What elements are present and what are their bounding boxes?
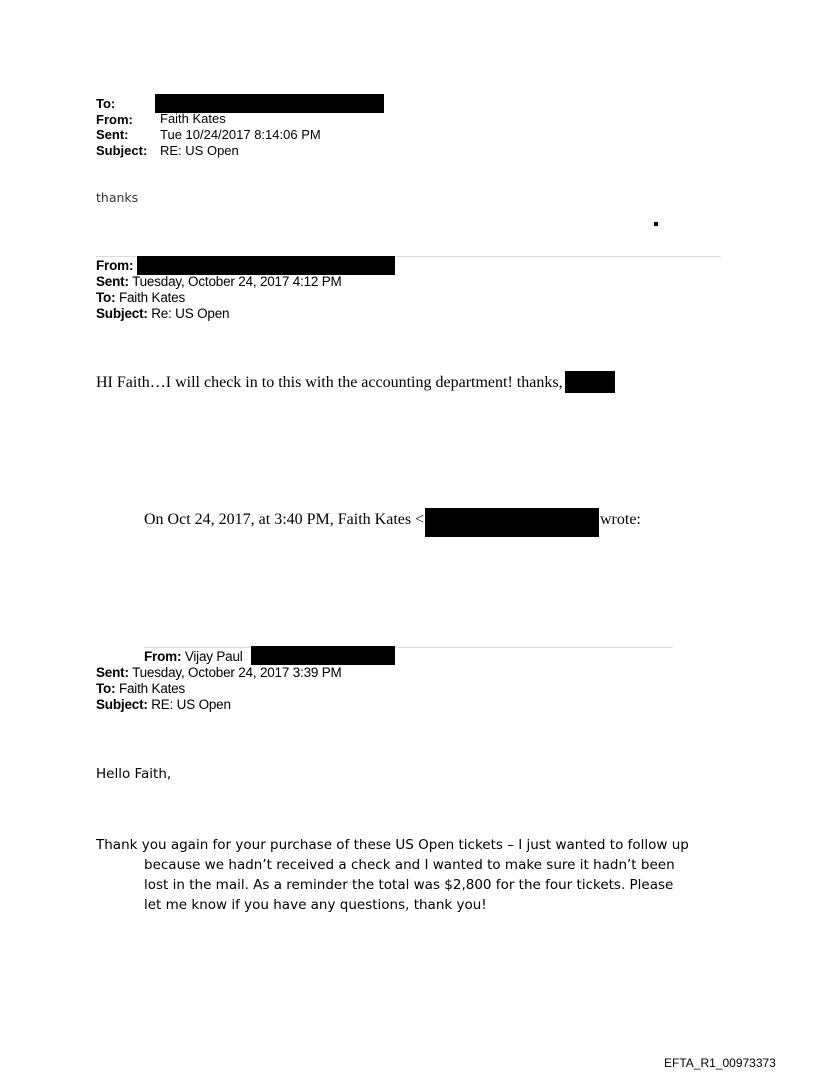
msg2-body: HI Faith…I will check in to this with the accounting department! thanks,	[96, 374, 563, 391]
quote-suffix: wrote:	[600, 511, 641, 528]
msg3-subject-value: RE: US Open	[151, 697, 231, 712]
msg3-from-label: From:	[144, 649, 182, 664]
redaction-email	[425, 508, 599, 537]
redaction-msg2-from	[137, 256, 395, 275]
to-label: To:	[96, 96, 116, 111]
msg3-from-line	[144, 649, 243, 664]
msg2-subject-value: Re: US Open	[151, 306, 230, 321]
msg3-to-line	[96, 681, 185, 696]
msg3-sent-label: Sent:	[96, 665, 129, 680]
reply-body: thanks	[96, 190, 139, 205]
redaction-msg3-from	[251, 646, 395, 665]
msg3-body-line-2: because we hadn’t received a check and I wanted to make sure it hadn’t been	[144, 857, 675, 873]
msg2-sent-line	[96, 274, 342, 289]
msg3-subject-label: Subject:	[96, 697, 148, 712]
from-label: From:	[96, 112, 133, 127]
msg2-subject-line	[96, 306, 229, 321]
redaction-signature	[565, 371, 615, 393]
msg2-to-label: To:	[96, 290, 116, 305]
msg3-sent-value: Tuesday, October 24, 2017 3:39 PM	[132, 665, 342, 680]
msg3-greeting: Hello Faith,	[96, 766, 172, 782]
sent-value: Tue 10/24/2017 8:14:06 PM	[160, 127, 321, 142]
msg2-subject-label: Subject:	[96, 306, 148, 321]
msg3-to-value: Faith Kates	[118, 681, 186, 696]
msg2-to-line	[96, 290, 185, 305]
document-id: EFTA_R1_00973373	[664, 1056, 776, 1070]
msg2-sent-label: Sent:	[96, 274, 129, 289]
from-value: Faith Kates	[160, 111, 226, 126]
msg3-body-line-4: let me know if you have any questions, thank you!	[144, 897, 487, 913]
subject-label: Subject:	[96, 143, 148, 158]
msg3-body-line-1: Thank you again for your purchase of these US Open tickets – I just wanted to follow up	[96, 837, 689, 853]
subject-value: RE: US Open	[160, 143, 239, 158]
msg3-body-line-3: lost in the mail. As a reminder the total was $2,800 for the four tickets. Please	[144, 877, 674, 893]
msg2-from-label: From:	[96, 258, 134, 273]
quote-prefix: On Oct 24, 2017, at 3:40 PM, Faith Kates <	[144, 511, 425, 528]
msg3-to-label: To:	[96, 681, 116, 696]
msg2-to-value: Faith Kates	[118, 290, 186, 305]
redaction-dot	[654, 222, 658, 226]
msg3-from-value: Vijay Paul	[184, 649, 243, 664]
msg3-sent-line	[96, 665, 342, 680]
msg2-sent-value: Tuesday, October 24, 2017 4:12 PM	[132, 274, 342, 289]
msg3-subject-line	[96, 697, 231, 712]
separator-line-2	[144, 647, 673, 648]
sent-label: Sent:	[96, 127, 129, 142]
